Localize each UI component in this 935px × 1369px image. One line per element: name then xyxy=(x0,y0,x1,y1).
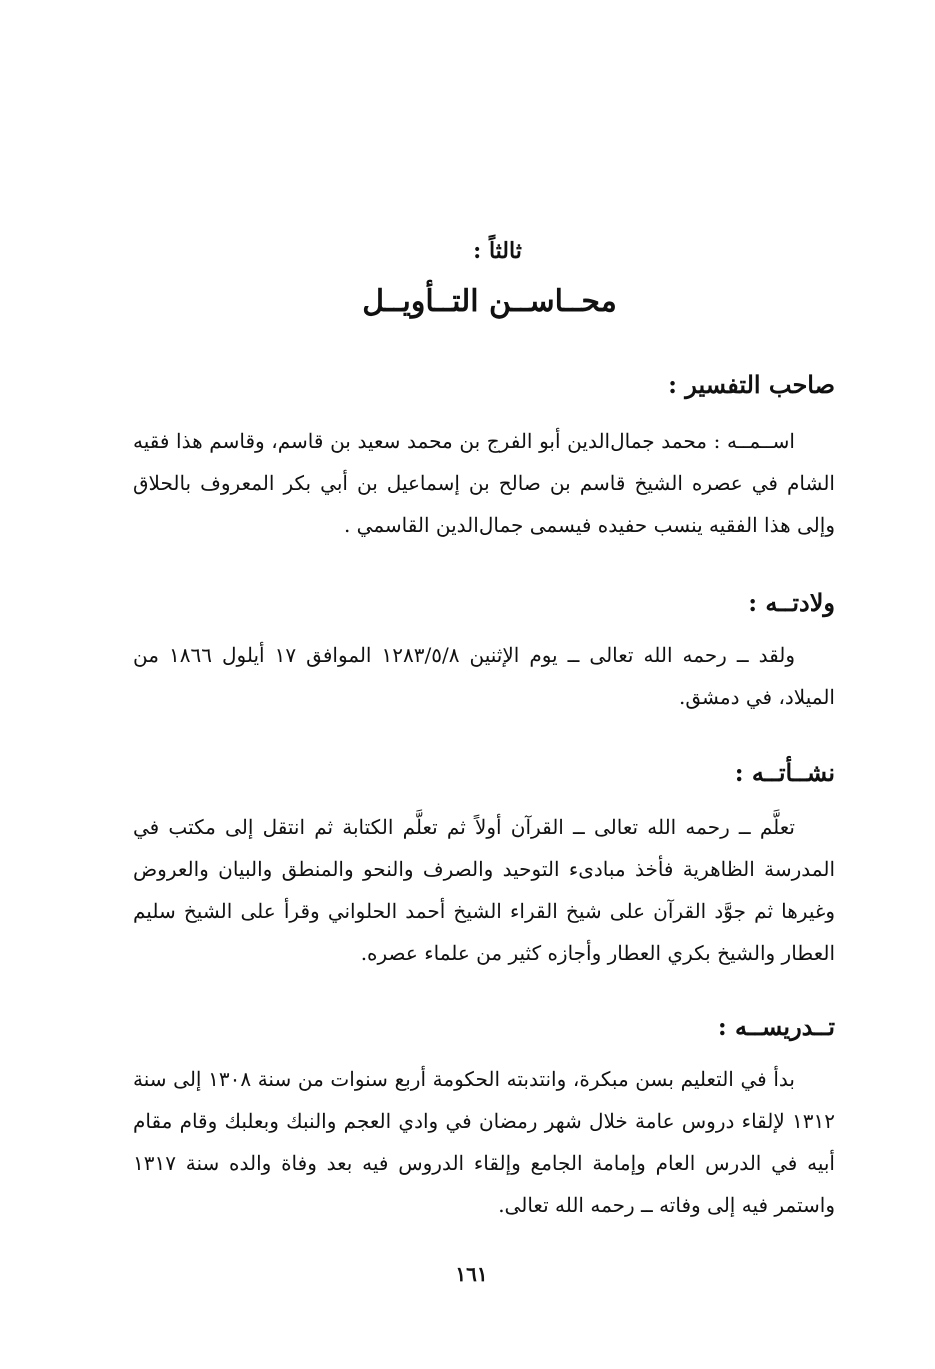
section-heading-birth: ولادتــه : xyxy=(748,588,835,617)
section-body-upbringing xyxy=(133,806,835,974)
chapter-label: ثالثاً : xyxy=(473,238,522,264)
section-heading-teaching: تــدريســه : xyxy=(717,1012,835,1041)
section-body-birth xyxy=(133,634,835,718)
section-heading-upbringing: نشــأتــه : xyxy=(734,758,835,787)
chapter-title: محــاســن التــأويــل xyxy=(362,284,617,319)
section-heading-author: صاحب التفسير : xyxy=(668,370,835,399)
paragraph-upbringing: تعلَّم ــ رحمه الله تعالى ــ القرآن أولاً ثم تعلَّم الكتابة ثم انتقل إلى مكتب في المدرسة الظاهرية فأخذ مبادىء التوحيد والصرف والنحو والمنطق والبيان والعروض وغيرها ثم جوَّد القرآن على شيخ القراء الشيخ أحمد الحلواني وقرأ على الشيخ سليم العطار والشيخ بكري العطار وأجازه كثير من علماء عصره. xyxy=(133,815,835,965)
paragraph-author: اســمــه : محمد جمال‌الدين أبو الفرج بن محمد سعيد بن قاسم، وقاسم هذا فقيه الشام في عصره الشيخ قاسم بن صالح بن إسماعيل بن أبي بكر المعروف بالحلاق وإلى هذا الفقيه ينسب حفيده فيسمى جمال‌الدين القاسمي . xyxy=(133,429,835,537)
page-number: ١٦١ xyxy=(455,1262,488,1286)
section-body-author xyxy=(133,420,835,546)
section-body-teaching xyxy=(133,1058,835,1226)
paragraph-birth: ولقد ــ رحمه الله تعالى ــ يوم الإثنين ١٢٨٣/٥/٨ الموافق ١٧ أيلول ١٨٦٦ من الميلاد، في دمشق. xyxy=(133,643,835,709)
paragraph-teaching: بدأ في التعليم بسن مبكرة، وانتدبته الحكومة أربع سنوات من سنة ١٣٠٨ إلى سنة ١٣١٢ لإلقاء دروس عامة خلال شهر رمضان في وادي العجم والنبك وبعلبك وقام مقام أبيه في الدرس العام وإمامة الجامع وإلقاء الدروس فيه بعد وفاة والده سنة ١٣١٧ واستمر فيه إلى وفاته ــ رحمه الله تعالى. xyxy=(133,1067,836,1217)
